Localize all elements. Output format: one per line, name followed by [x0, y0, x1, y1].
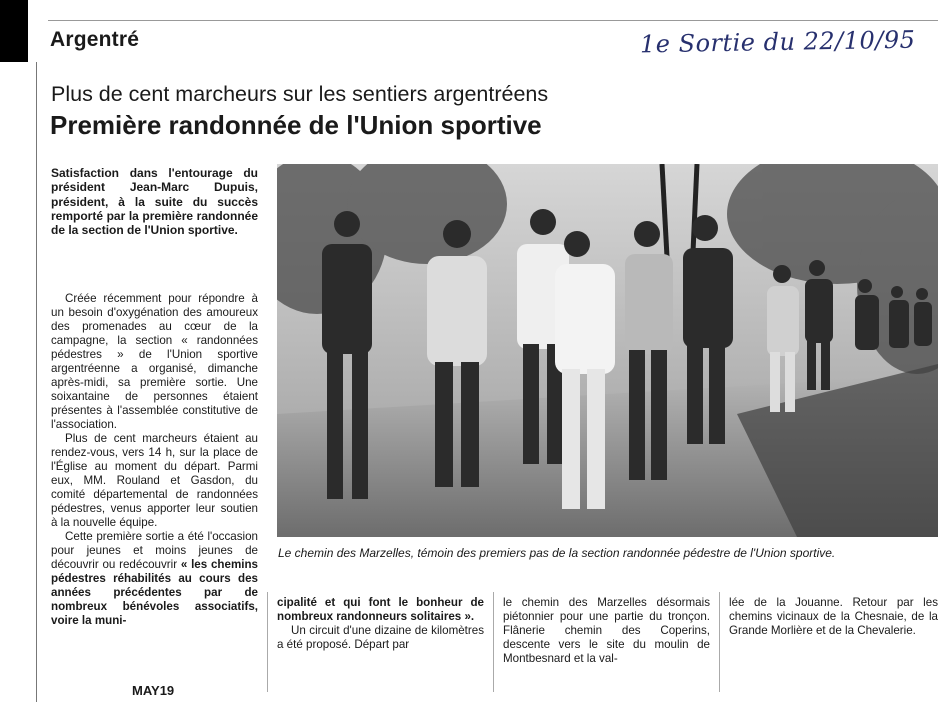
column-divider — [719, 592, 720, 692]
column-3-text: le chemin des Marzelles désormais piétonnier pour une partie du tronçon. Flânerie chemin des Coperins, descente vers le site du moulin de Montbesnard et la val- — [503, 596, 710, 665]
photo-caption: Le chemin des Marzelles, témoin des premiers pas de la section randonnée pédestre de l'Union sportive. — [278, 546, 836, 560]
article-column-2 — [277, 596, 484, 652]
column-1-paragraph-3 — [51, 530, 258, 628]
scan-edge-line — [36, 62, 37, 702]
column-2-quote-end: cipalité et qui font le bonheur de nombreux randonneurs solitaires ». — [277, 596, 484, 623]
article-lead: Satisfaction dans l'entourage du président Jean-Marc Dupuis, président, à la suite du succès remporté par la première randonnée de la section de l'Union sportive. — [51, 166, 258, 238]
column-divider — [493, 592, 494, 692]
column-1-paragraph-3-text: Cette première sortie a été l'occasion pour jeunes et moins jeunes de découvrir ou redécouvrir — [51, 530, 258, 571]
column-divider — [267, 592, 268, 692]
column-1-paragraph-1: Créée récemment pour répondre à un besoin d'oxygénation des amoureux des promenades au cœur de la campagne, la section « randonnées pédestres » de l'Union sportive argentréenne a organisé, dimanche après-midi, sa première sortie. Une soixantaine de personnes étaient présentes à l'assemblée constitutive de l'association. — [51, 292, 258, 431]
article-subtitle: Plus de cent marcheurs sur les sentiers argentréens — [51, 82, 549, 106]
article-column-4 — [729, 596, 938, 638]
article-photo — [277, 164, 938, 537]
section-town-heading: Argentré — [50, 28, 140, 51]
column-1-paragraph-2: Plus de cent marcheurs étaient au rendez-vous, vers 14 h, sur la place de l'Église au moment du départ. Parmi eux, MM. Rouland et Gasdon, du comité départemental de randonnées pédestres, venus apporter leur soutien à la nouvelle équipe. — [51, 432, 258, 529]
column-2-paragraph-2: Un circuit d'une dizaine de kilomètres a été proposé. Départ par — [277, 624, 484, 651]
scan-edge-shadow — [0, 0, 28, 62]
header-rule — [48, 20, 938, 21]
article-headline: Première randonnée de l'Union sportive — [50, 110, 542, 140]
column-1-quote: « les chemins pédestres réhabilités au cours des années précédentes par de nombreux bénévoles associatifs, voire la muni- — [51, 558, 259, 627]
walkers-photo-illustration — [277, 164, 938, 537]
column-4-text: lée de la Jouanne. Retour par les chemins vicinaux de la Chesnaie, de la Grande Morlière et de la Chevalerie. — [729, 596, 938, 637]
handwritten-date-note: 1e Sortie du 22/10/95 — [639, 25, 916, 59]
article-column-3 — [503, 596, 710, 666]
footer-page-code: MAY19 — [132, 683, 175, 698]
article-column-1 — [51, 292, 258, 628]
